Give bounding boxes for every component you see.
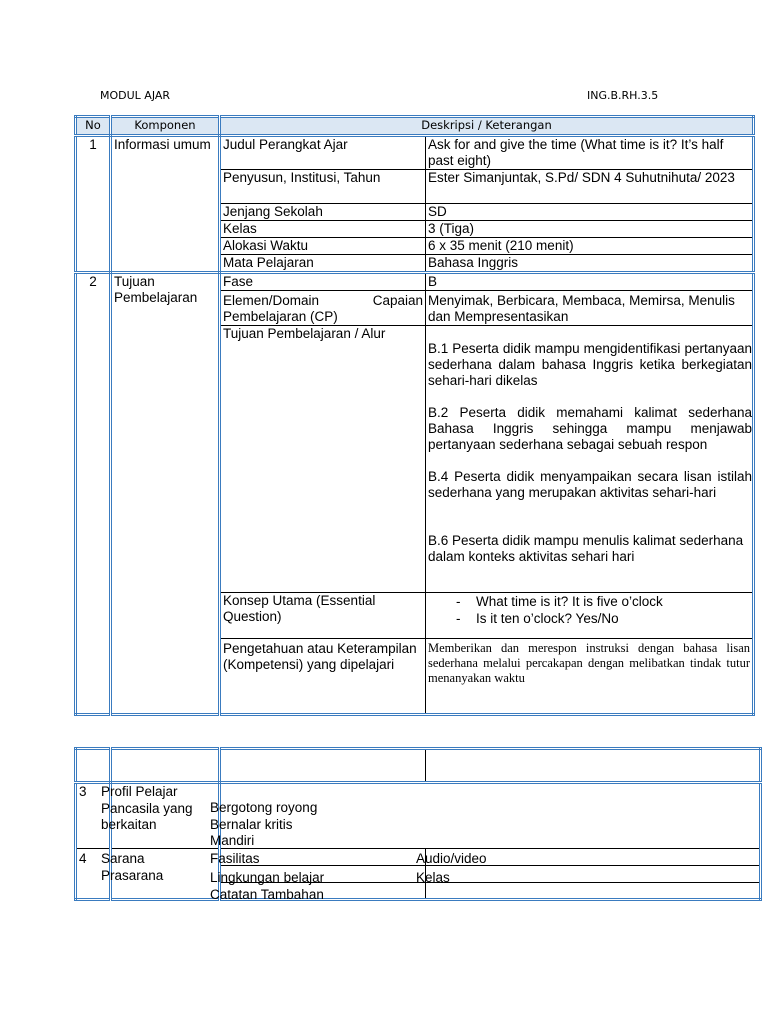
item-label: Judul Perangkat Ajar [220,136,426,170]
row-number: 3 [79,784,87,799]
item-value: Memberikan dan merespon instruksi dengan bahasa lisan sederhana melalui percakapan dengan melibatkan tindak tutur menanyakan waktu [426,639,754,715]
item-value: SD [426,204,754,221]
item-label: Penyusun, Institusi, Tahun [220,170,426,204]
item-value: Menyimak, Berbicara, Membaca, Memirsa, Menulis dan Mempresentasikan [426,291,754,326]
item-label: Alokasi Waktu [220,238,426,255]
header-no: No [76,117,111,136]
objective-b1: B.1 Peserta didik mampu mengidentifikasi pertanyaan sederhana dalam bahasa Inggris ketika berkegiatan sehari-hari dikelas [428,341,753,388]
item-value: Ester Simanjuntak, S.Pd/ SDN 4 Suhutnihuta/ 2023 [426,170,754,204]
question-item: - What time is it? It is five o’clock [456,593,750,610]
table-row [76,749,761,783]
row-number: 2 [76,273,111,715]
component-name: Profil Pelajar Pancasila yang berkaitan [101,784,193,832]
item-value: 6 x 35 menit (210 menit) [426,238,754,255]
header-deskripsi: Deskripsi / Keterangan [220,117,754,136]
module-label: MODUL AJAR [100,89,171,102]
table-row [76,136,754,170]
item-value: Audio/video [416,851,487,866]
item-value: Ask for and give the time (What time is it? It’s half past eight) [426,136,754,170]
profile-value: Bergotong royong [210,800,318,815]
empty-cell [426,749,761,783]
item-label: Tujuan Pembelajaran / Alur [220,326,426,593]
empty-cell [76,749,111,783]
row-number: 4 [79,851,87,866]
item-value: Kelas [416,870,450,885]
empty-cell [111,749,220,783]
item-label: Mata Pelajaran [220,255,426,273]
header-komponen: Komponen [111,117,220,136]
empty-cell [220,749,426,783]
item-label: Kelas [220,221,426,238]
item-value: B [426,273,754,291]
item-label: Fase [220,273,426,291]
essential-questions [426,593,754,639]
objective-b4: B.4 Peserta didik menyampaikan secara lisan istilah sederhana yang merupakan aktivitas sehari-hari [428,469,753,500]
table-row [76,273,754,291]
profile-values [210,800,317,850]
component-name: Informasi umum [111,136,220,273]
item-label: Elemen/Domain Capaian Pembelajaran (CP) [220,291,426,326]
row-cell [426,866,761,883]
item-label: Jenjang Sekolah [220,204,426,221]
objective-b2: B.2 Peserta didik memahami kalimat sederhana Bahasa Inggris sehingga mampu menjawab pertanyaan sederhana sebagai sebuah respon [428,405,753,452]
table-header-row [76,117,754,136]
row-number: 1 [76,136,111,273]
item-value: Bahasa Inggris [426,255,754,273]
profile-value: Mandiri [210,833,255,848]
item-value: 3 (Tiga) [426,221,754,238]
item-label: Konsep Utama (Essential Question) [220,593,426,639]
item-label: Catatan Tambahan [210,887,324,902]
module-table-1 [74,115,755,716]
item-label: Lingkungan belajar [210,870,325,885]
question-item: - Is it ten o’clock? Yes/No [456,610,750,627]
objective-b6: B.6 Peserta didik mampu menulis kalimat sederhana dalam konteks aktivitas sehari hari [428,533,744,564]
component-name: Tujuan Pembelajaran [111,273,220,715]
component-name: Sarana Prasarana [101,851,164,883]
module-code: ING.B.RH.3.5 [587,89,659,102]
item-label: Pengetahuan atau Keterampilan (Kompetensi) yang dipelajari [220,639,426,715]
learning-objectives [426,326,754,593]
row-cell [426,883,761,900]
profile-value: Bernalar kritis [210,816,293,832]
item-label: Fasilitas [210,851,260,866]
